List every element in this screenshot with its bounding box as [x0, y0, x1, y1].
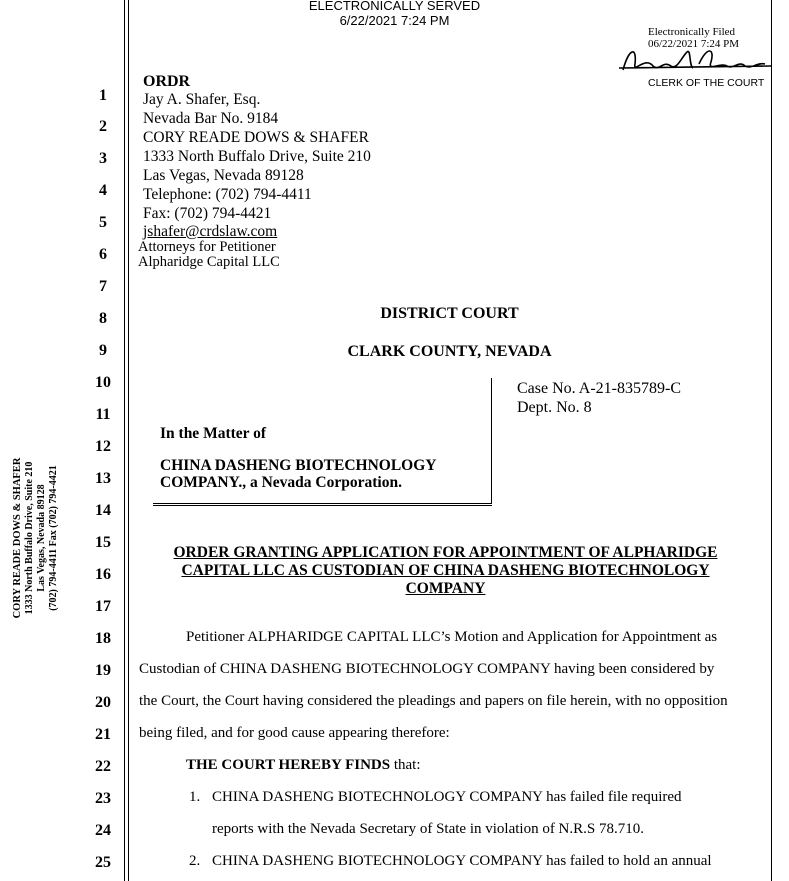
caption-matter: In the Matter of — [160, 425, 267, 442]
right-margin-rule — [771, 0, 772, 881]
body-paragraph-line-2: Custodian of CHINA DASHENG BIOTECHNOLOGY COMPANY having been considered by — [139, 661, 715, 677]
court-county: CLARK COUNTY, NEVADA — [347, 343, 552, 360]
line-number: 6 — [99, 246, 107, 263]
firm-sidebar-line-4: (702) 794-4411 Fax (702) 794-4421 — [48, 465, 59, 611]
order-title-line-3: COMPANY — [405, 580, 486, 597]
line-number: 13 — [95, 470, 111, 487]
caption-divider-vertical — [491, 378, 492, 503]
firm-sidebar — [12, 448, 82, 628]
order-title-line-2: CAPITAL LLC AS CUSTODIAN OF CHINA DASHENG BIOTECHNOLOGY — [181, 562, 710, 579]
line-number: 15 — [95, 534, 111, 551]
line-number: 17 — [95, 598, 111, 615]
line-number: 4 — [99, 182, 107, 199]
court-name: DISTRICT COURT — [380, 305, 519, 322]
line-number: 20 — [95, 694, 111, 711]
left-margin-rule-inner — [128, 0, 129, 881]
telephone: Telephone: (702) 794-4411 — [143, 186, 312, 203]
case-number: Case No. A-21-835789-C — [517, 380, 681, 397]
line-number: 12 — [95, 438, 111, 455]
body-paragraph-line-1: Petitioner ALPHARIDGE CAPITAL LLC’s Motion and Application for Appointment as — [186, 629, 718, 645]
line-number: 23 — [95, 790, 111, 807]
order-title-line-1: ORDER GRANTING APPLICATION FOR APPOINTMENT OF ALPHARIDGE — [173, 544, 718, 561]
line-number: 21 — [95, 726, 111, 743]
petitioner-name: Alpharidge Capital LLC — [138, 254, 280, 270]
firm-sidebar-line-3: Las Vegas, Nevada 89128 — [36, 484, 47, 592]
line-number: 8 — [99, 310, 107, 327]
line-number: 24 — [95, 822, 111, 839]
line-number: 25 — [95, 854, 111, 871]
line-number: 7 — [99, 278, 107, 295]
finding-2-number: 2. — [189, 853, 201, 869]
email-link[interactable]: jshafer@crdslaw.com — [143, 223, 278, 240]
line-number: 14 — [95, 502, 111, 519]
finding-1-line-1: CHINA DASHENG BIOTECHNOLOGY COMPANY has failed file required — [212, 789, 682, 805]
line-number: 16 — [95, 566, 111, 583]
finding-1-number: 1. — [189, 789, 201, 805]
firm-sidebar-text — [12, 448, 60, 628]
firm-sidebar-line-1: CORY READE DOWS & SHAFER — [12, 457, 23, 619]
served-line-2: 6/22/2021 7:24 PM — [339, 13, 450, 28]
body-paragraph-line-4: being filed, and for good cause appearing therefore: — [139, 725, 450, 741]
body-paragraph-line-3: the Court, the Court having considered the pleadings and papers on file herein, with no opposition — [139, 693, 728, 709]
bar-number: Nevada Bar No. 9184 — [143, 110, 279, 127]
line-number: 5 — [99, 214, 107, 231]
left-margin-rule-outer — [124, 0, 125, 881]
caption-party-line-1: CHINA DASHENG BIOTECHNOLOGY — [160, 457, 437, 474]
findings-heading — [186, 757, 421, 774]
line-number: 2 — [99, 118, 107, 135]
clerk-of-court: CLERK OF THE COURT — [648, 77, 765, 89]
clerk-signature — [615, 44, 775, 78]
findings-heading-bold: THE COURT HEREBY FINDS — [186, 757, 391, 773]
firm-name: CORY READE DOWS & SHAFER — [143, 129, 369, 146]
line-number: 1 — [99, 87, 107, 104]
dept-number: Dept. No. 8 — [517, 399, 592, 416]
attorneys-for: Attorneys for Petitioner — [138, 239, 276, 255]
filed-stamp-line-1: Electronically Filed — [648, 26, 736, 38]
line-number: 10 — [95, 374, 111, 391]
doc-code: ORDR — [143, 73, 191, 90]
line-number: 22 — [95, 758, 111, 775]
finding-2-line-1: CHINA DASHENG BIOTECHNOLOGY COMPANY has failed to hold an annual — [212, 853, 712, 869]
line-number: 3 — [99, 150, 107, 167]
firm-address-2: Las Vegas, Nevada 89128 — [143, 167, 304, 184]
findings-heading-rest: that: — [390, 757, 421, 773]
firm-sidebar-line-2: 1333 North Buffalo Drive, Suite 210 — [24, 461, 35, 615]
caption-divider-bottom-2 — [153, 505, 492, 506]
served-line-1: ELECTRONICALLY SERVED — [308, 0, 481, 13]
filed-stamp-line-2: 06/22/2021 7:24 PM — [648, 38, 740, 50]
attorney-name: Jay A. Shafer, Esq. — [143, 91, 261, 108]
caption-divider-bottom — [153, 503, 492, 504]
fax: Fax: (702) 794-4421 — [143, 205, 272, 222]
line-number: 9 — [99, 342, 107, 359]
finding-1-line-2: reports with the Nevada Secretary of State in violation of N.R.S 78.710. — [212, 821, 644, 837]
firm-address-1: 1333 North Buffalo Drive, Suite 210 — [143, 148, 371, 165]
line-number: 18 — [95, 630, 111, 647]
caption-party-line-2: COMPANY., a Nevada Corporation. — [160, 474, 402, 491]
line-number: 19 — [95, 662, 111, 679]
line-number: 11 — [95, 406, 111, 423]
